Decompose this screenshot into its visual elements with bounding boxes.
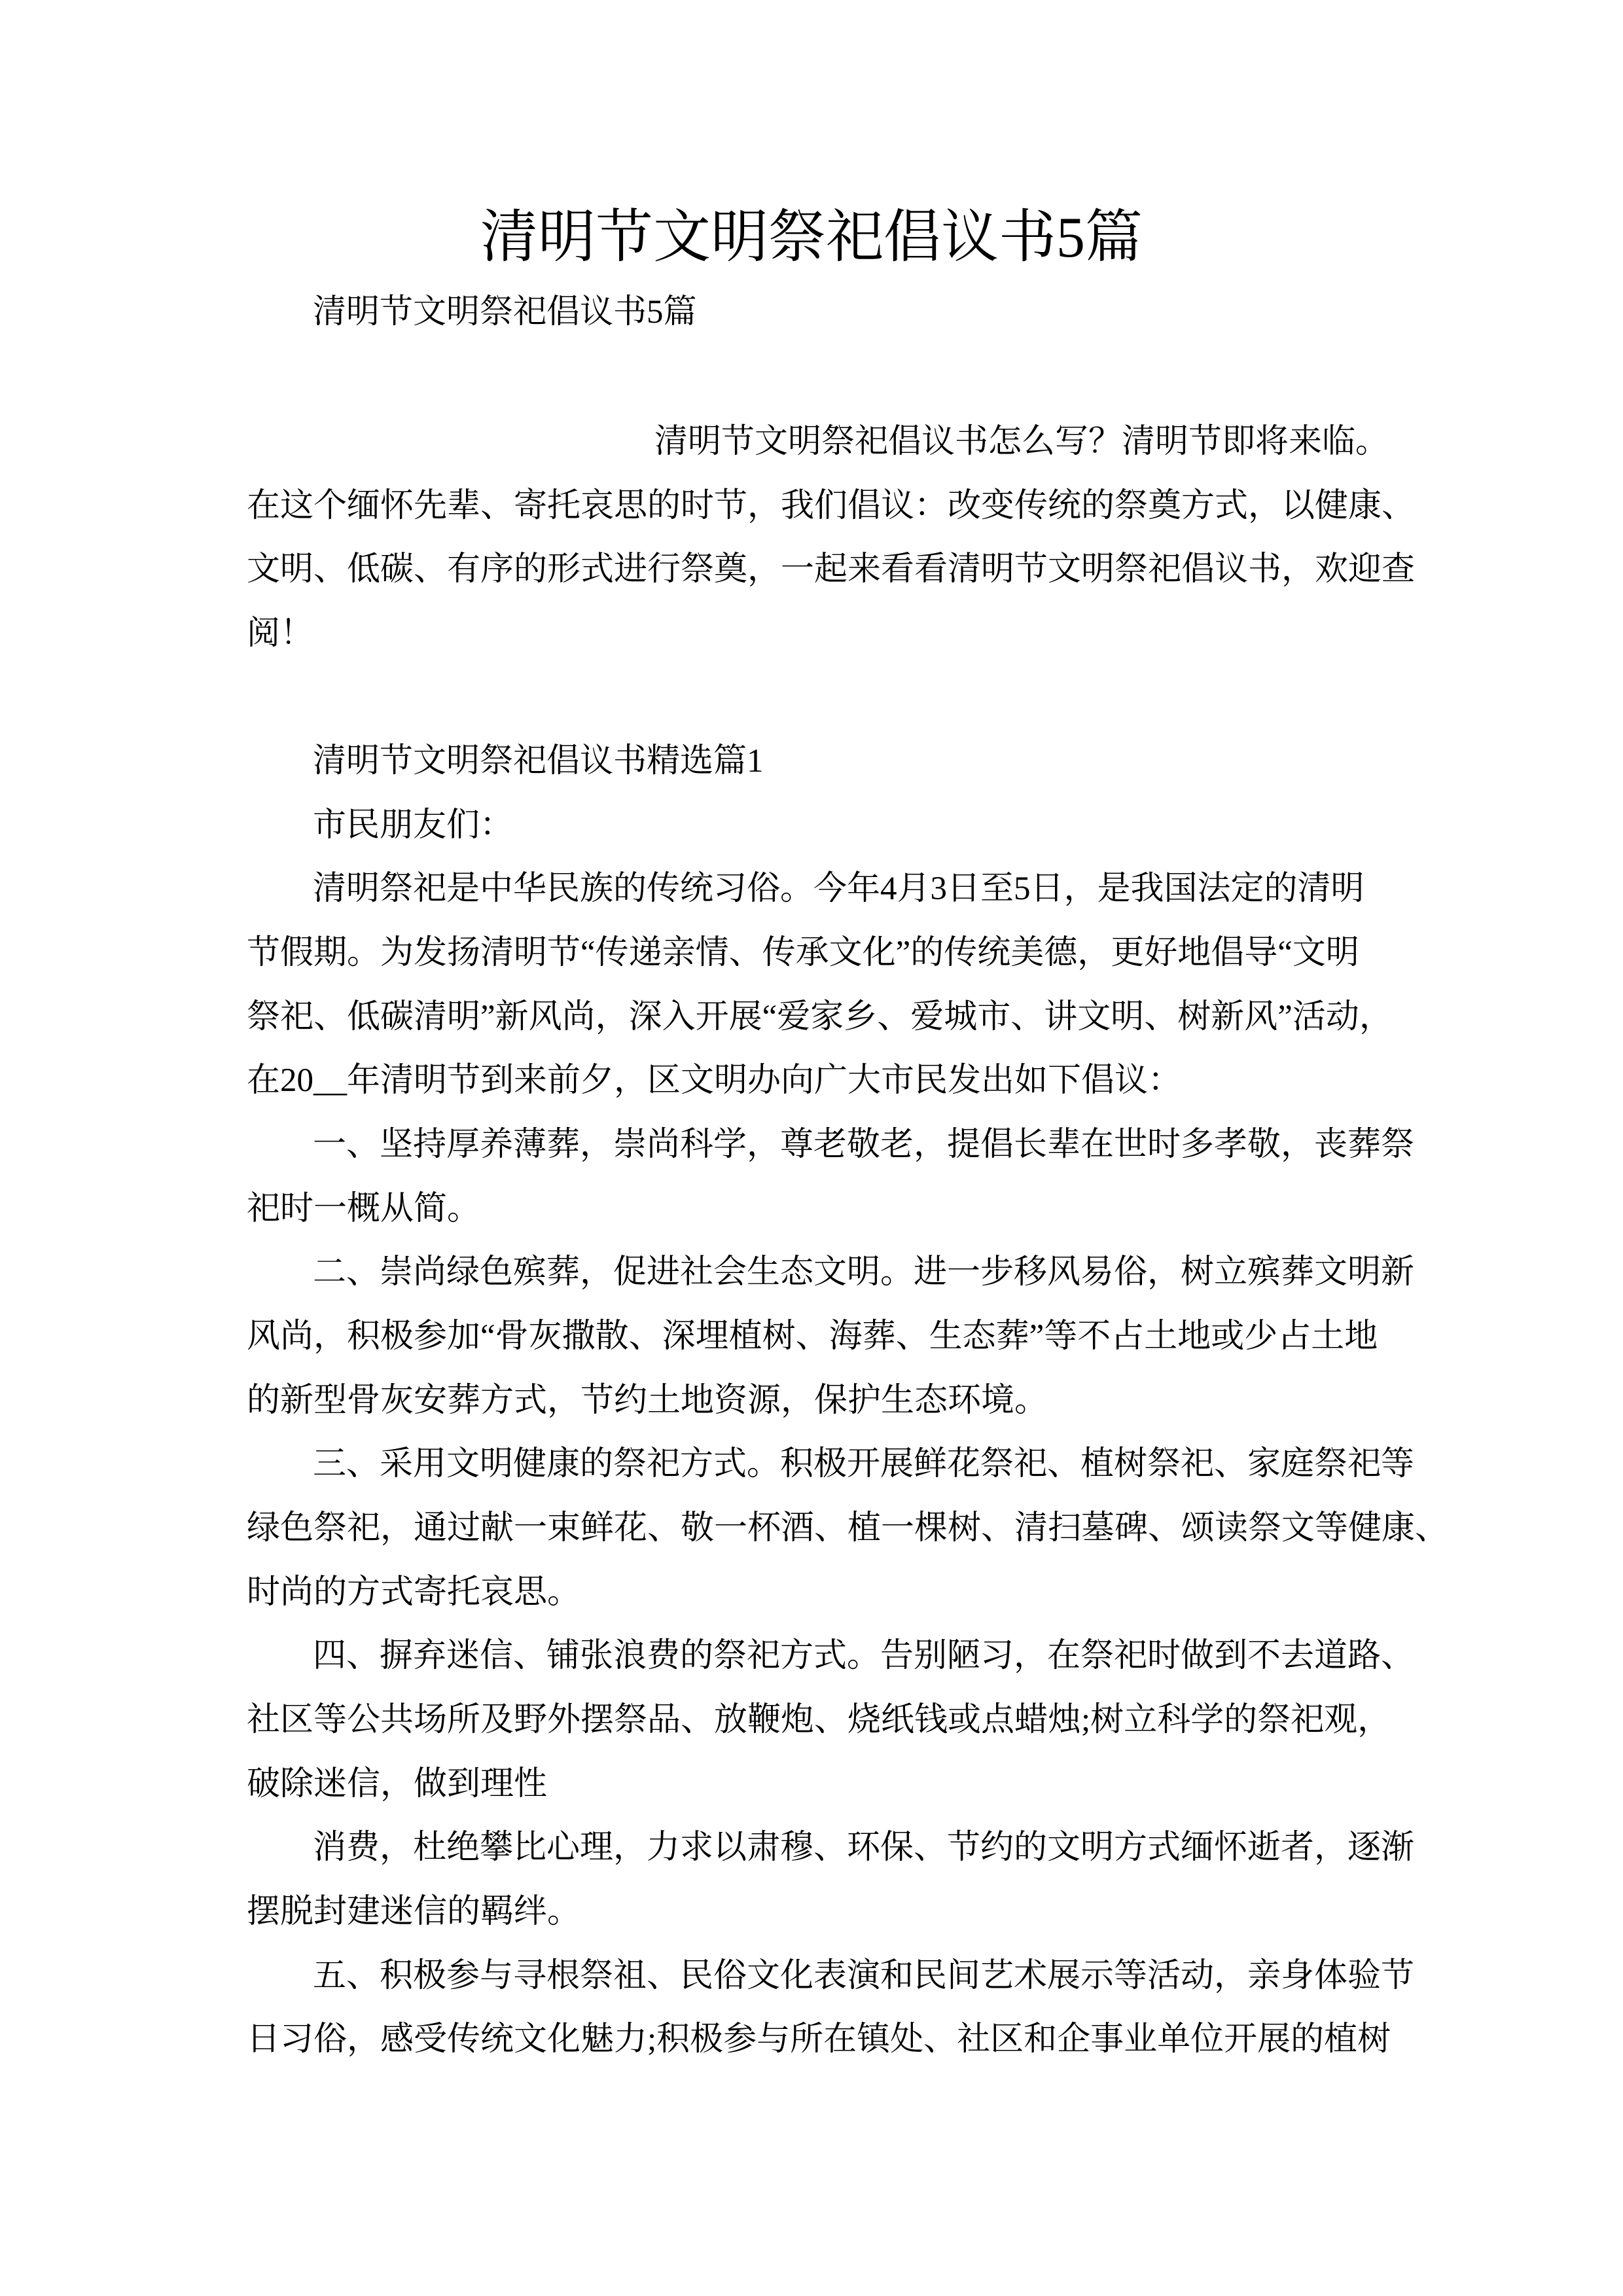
body-line: 祀时一概从简。 — [247, 1191, 481, 1227]
document-subtitle: 清明节文明祭祀倡议书5篇 — [313, 294, 697, 331]
intro-line: 文明、低碳、有序的形式进行祭奠，一起来看看清明节文明祭祀倡议书，欢迎查 — [247, 551, 1416, 588]
proposal-item-3: 三、采用文明健康的祭祀方式。积极开展鲜花祭祀、植树祭祀、家庭祭祀等 — [313, 1446, 1415, 1482]
intro-line: 阅！ — [247, 615, 314, 652]
proposal-item-1: 一、坚持厚养薄葬，崇尚科学，尊老敬老，提倡长辈在世时多孝敬，丧葬祭 — [313, 1126, 1415, 1163]
body-line: 的新型骨灰安葬方式，节约土地资源，保护生态环境。 — [247, 1382, 1048, 1419]
body-line: 摆脱封建迷信的羁绊。 — [247, 1893, 581, 1930]
body-line: 清明祭祀是中华民族的传统习俗。今年4月3日至5日，是我国法定的清明 — [313, 870, 1364, 907]
salutation: 市民朋友们： — [313, 807, 514, 844]
section-heading: 清明节文明祭祀倡议书精选篇1 — [313, 743, 764, 780]
proposal-item-5: 五、积极参与寻根祭祖、民俗文化表演和民间艺术展示等活动，亲身体验节 — [313, 1958, 1415, 1994]
body-line: 社区等公共场所及野外摆祭品、放鞭炮、烧纸钱或点蜡烛;树立科学的祭祀观， — [247, 1702, 1391, 1738]
body-line: 节假期。为发扬清明节“传递亲情、传承文化”的传统美德，更好地倡导“文明 — [247, 935, 1359, 971]
proposal-item-2: 二、崇尚绿色殡葬，促进社会生态文明。进一步移风易俗，树立殡葬文明新 — [313, 1254, 1415, 1291]
body-line: 日习俗，感受传统文化魅力;积极参与所在镇处、社区和企事业单位开展的植树 — [247, 2021, 1391, 2058]
body-line: 消费，杜绝攀比心理，力求以肃穆、环保、节约的文明方式缅怀逝者，逐渐 — [313, 1829, 1415, 1866]
intro-line: 清明节文明祭祀倡议书怎么写？清明节即将来临。 — [654, 423, 1389, 460]
body-line: 风尚，积极参加“骨灰撒散、深埋植树、海葬、生态葬”等不占土地或少占土地 — [247, 1318, 1378, 1355]
proposal-item-4: 四、摒弃迷信、铺张浪费的祭祀方式。告别陋习，在祭祀时做到不去道路、 — [313, 1638, 1415, 1674]
document-title: 清明节文明祭祀倡议书5篇 — [480, 206, 1143, 270]
body-line: 破除迷信，做到理性 — [247, 1766, 548, 1803]
body-line: 时尚的方式寄托哀思。 — [247, 1574, 581, 1611]
body-line: 绿色祭祀，通过献一束鲜花、敬一杯酒、植一棵树、清扫墓碑、颂读祭文等健康、 — [247, 1510, 1449, 1547]
intro-line: 在这个缅怀先辈、寄托哀思的时节，我们倡议：改变传统的祭奠方式，以健康、 — [247, 488, 1416, 524]
body-line: 祭祀、低碳清明”新风尚，深入开展“爱家乡、爱城市、讲文明、树新风”活动， — [247, 999, 1393, 1035]
body-line: 在20__年清明节到来前夕，区文明办向广大市民发出如下倡议： — [247, 1062, 1182, 1099]
